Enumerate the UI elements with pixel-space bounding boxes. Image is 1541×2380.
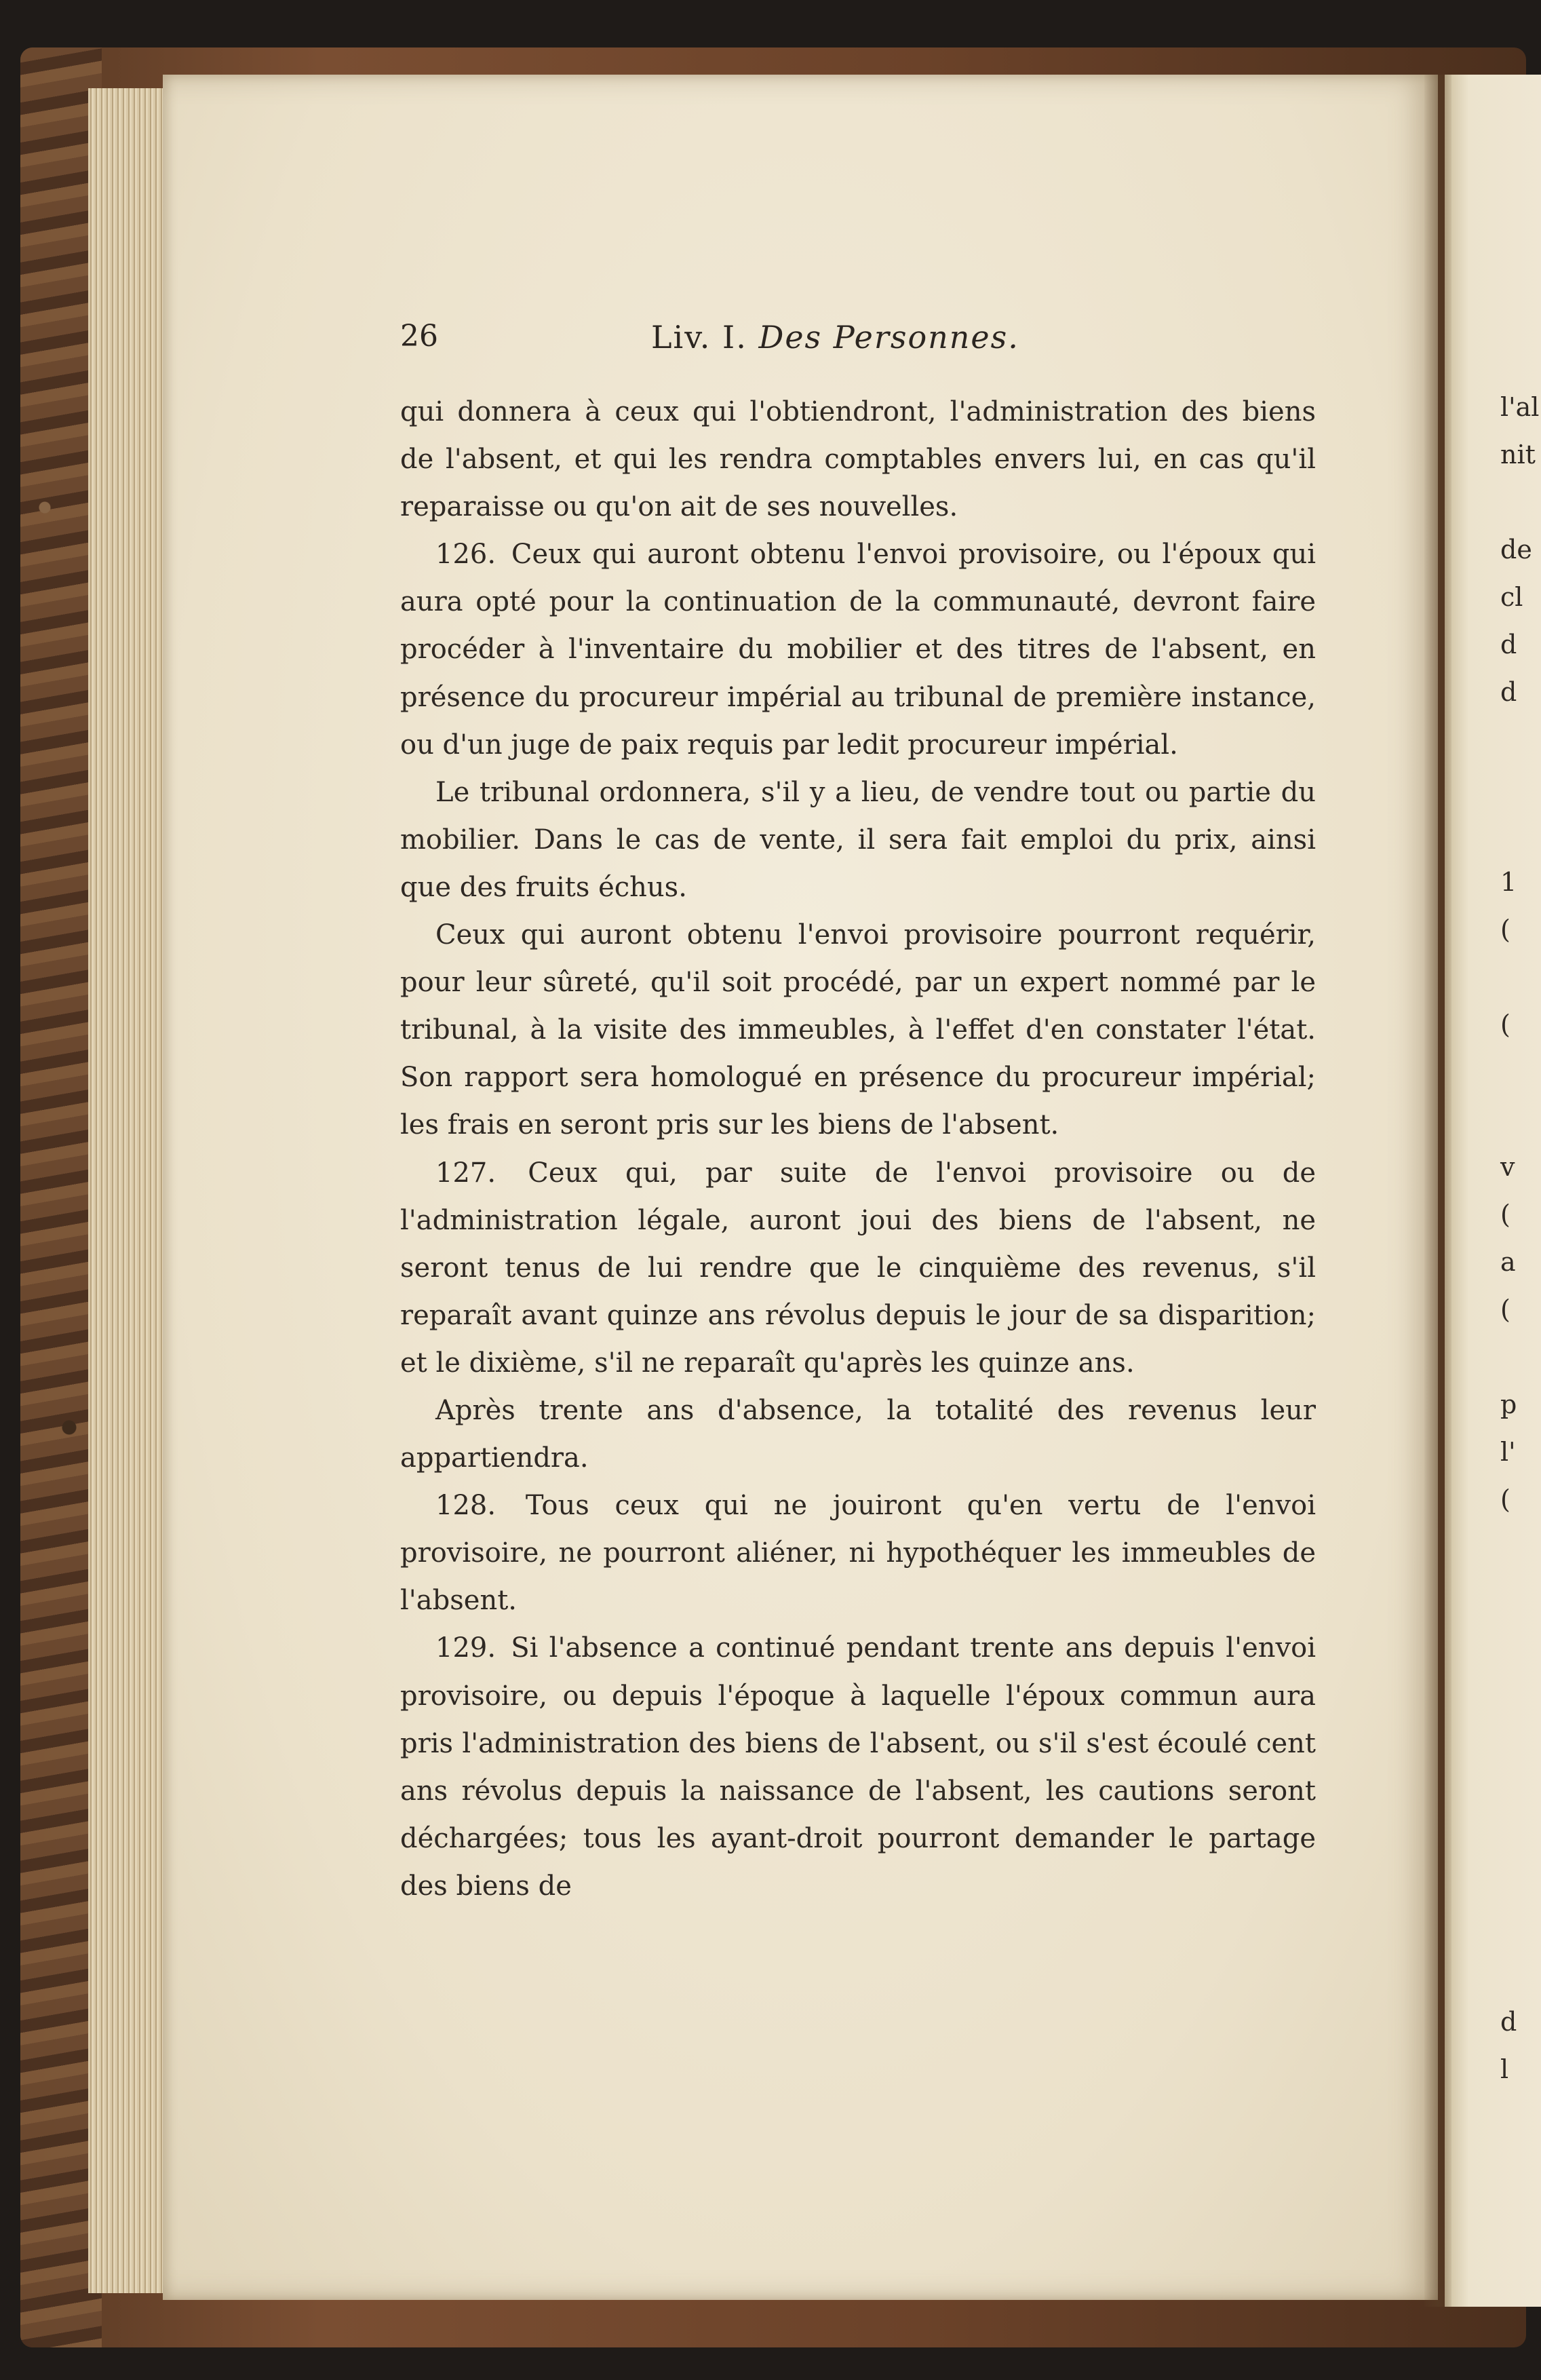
facing-fragment: d: [1500, 677, 1517, 707]
facing-fragment: v: [1500, 1152, 1515, 1182]
article-number: 129.: [435, 1632, 496, 1664]
facing-fragment: l'al: [1500, 392, 1540, 422]
page-fore-edge: [88, 88, 170, 2293]
paragraph: [400, 531, 1316, 768]
running-head: [651, 319, 1019, 356]
paragraph-text: qui donnera à ceux qui l'obtiendront, l'administration des biens de l'absent, et qui les rendra comptables envers lui, en cas qu'il reparaisse ou qu'on ait de ses nouvelles.: [400, 396, 1316, 523]
facing-fragment: 1: [1500, 867, 1517, 897]
paragraph-text: Si l'absence a continué pendant trente ans depuis l'envoi provisoire, ou depuis l'époque à laquelle l'époux commun aura pris l'administration des biens de l'absent, ou s'il s'est écoulé cent ans révolus depuis la naissance de l'absent, les cautions seront déchargées; tous les ayant-droit pourront demander le partage des biens de: [400, 1632, 1316, 1902]
facing-fragment: [1500, 1713, 1541, 1761]
facing-fragment: p: [1500, 1389, 1517, 1419]
paragraph-text: Ceux qui, par suite de l'envoi provisoire ou de l'administration légale, auront joui des biens de l'absent, ne seront tenus de lui rendre que le cinquième des revenus, s'il reparaît avant quinze ans révolus depuis le jour de sa disparition; et le dixième, s'il ne reparaît qu'après les quinze ans.: [400, 1157, 1316, 1379]
paragraph: [400, 911, 1316, 1149]
facing-fragment: [1500, 811, 1541, 858]
running-head-book: Liv. I.: [651, 319, 747, 356]
facing-fragment: l': [1500, 1437, 1516, 1467]
running-head-title: Des Personnes.: [758, 319, 1019, 356]
facing-fragment: cl: [1500, 582, 1523, 612]
facing-page-text-fragments: [1500, 383, 1541, 2093]
paragraph: [400, 1482, 1316, 1624]
page-number: 26: [400, 319, 438, 353]
facing-fragment: [1500, 1951, 1541, 1998]
facing-fragment: (: [1500, 1484, 1510, 1514]
facing-fragment: (: [1500, 1294, 1510, 1324]
facing-fragment: d: [1500, 2007, 1517, 2037]
page-gutter: [1424, 75, 1451, 2307]
facing-fragment: nit: [1500, 440, 1536, 469]
facing-fragment: [1500, 1333, 1541, 1381]
paragraph-text: Ceux qui auront obtenu l'envoi provisoire pourront requérir, pour leur sûreté, qu'il soit procédé, par un expert nommé par le tribunal, à la visite des immeubles, à l'effet d'en constater l'état. Son rapport sera homologué en présence du procureur impérial; les frais en seront pris sur les biens de l'absent.: [400, 919, 1316, 1141]
paragraph-text: Après trente ans d'absence, la totalité des revenus leur appartiendra.: [400, 1394, 1316, 1474]
facing-fragment: [1500, 478, 1541, 526]
paragraph-text: Tous ceux qui ne jouiront qu'en vertu de l'envoi provisoire, ne pourront aliéner, ni hypothéquer les immeubles de l'absent.: [400, 1490, 1316, 1617]
article-number: 126.: [435, 539, 496, 571]
facing-fragment: (: [1500, 915, 1510, 944]
facing-fragment: de: [1500, 535, 1532, 564]
facing-fragment: [1500, 1048, 1541, 1096]
paragraph: [400, 388, 1316, 531]
paragraph: [400, 1624, 1316, 1910]
facing-fragment: d: [1500, 630, 1517, 659]
facing-fragment: [1500, 953, 1541, 1001]
facing-fragment: [1500, 1903, 1541, 1951]
facing-fragment: [1500, 1666, 1541, 1713]
facing-fragment: a: [1500, 1247, 1516, 1277]
facing-fragment: (: [1500, 1010, 1510, 1039]
paragraph: [400, 1387, 1316, 1482]
facing-fragment: [1500, 1761, 1541, 1808]
facing-fragment: [1500, 1571, 1541, 1618]
facing-fragment: l: [1500, 2054, 1509, 2084]
page-body-text: [400, 388, 1316, 1910]
paragraph-text: Ceux qui auront obtenu l'envoi provisoire, ou l'époux qui aura opté pour la continuation de la communauté, devront faire procéder à l'inventaire du mobilier et des titres de l'absent, en présence du procureur impérial au tribunal de première instance, ou d'un juge de paix requis par ledit procureur impérial.: [400, 539, 1316, 761]
facing-fragment: (: [1500, 1199, 1510, 1229]
facing-fragment: [1500, 1856, 1541, 1903]
facing-fragment: [1500, 716, 1541, 763]
page-header: [400, 319, 1336, 366]
paragraph-text: Le tribunal ordonnera, s'il y a lieu, de vendre tout ou partie du mobilier. Dans le cas de vente, il sera fait emploi du prix, ainsi que des fruits échus.: [400, 776, 1316, 903]
article-number: 128.: [435, 1490, 496, 1522]
article-number: 127.: [435, 1157, 496, 1189]
facing-fragment: [1500, 1618, 1541, 1666]
facing-fragment: [1500, 763, 1541, 811]
facing-fragment: [1500, 1808, 1541, 1856]
paragraph: [400, 769, 1316, 911]
facing-fragment: [1500, 1523, 1541, 1571]
facing-fragment: [1500, 1096, 1541, 1143]
paragraph: [400, 1149, 1316, 1387]
